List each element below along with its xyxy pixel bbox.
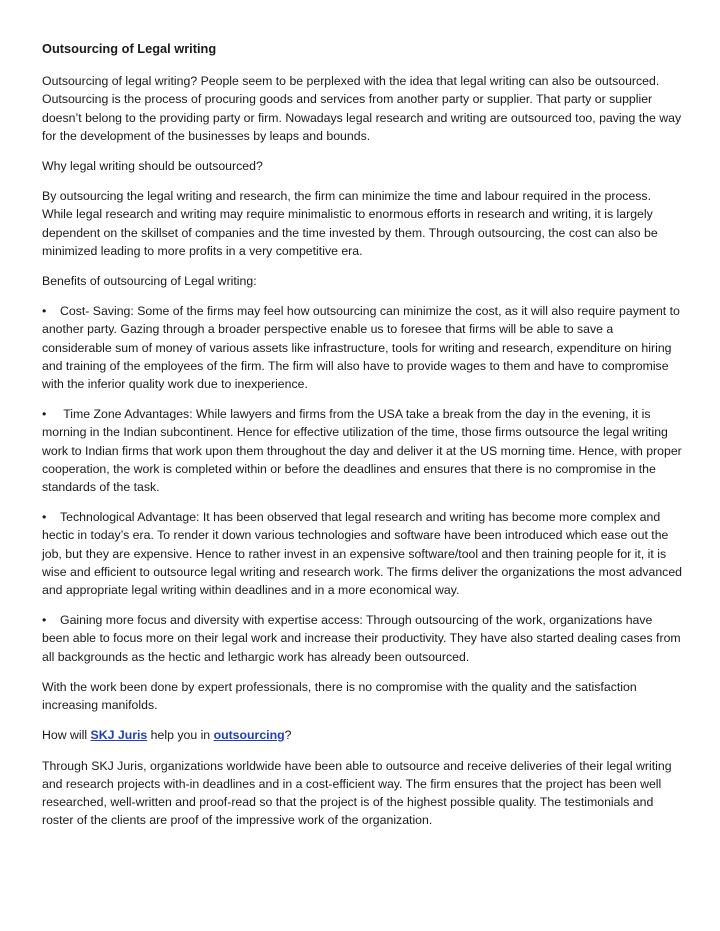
how-paragraph bbox=[42, 726, 682, 744]
benefit-text: Technological Advantage: It has been observed that legal research and writing has become more complex and hectic in today’s era. To render it down various technologies and software have been introduced which ease out the job, but they are expensive. Hence to rather invest in an expensive software/tool and then training people for it, it is wise and efficient to outsource legal writing and research work. The firms deliver the organizations the most advanced and appropriate legal writing within deadlines and in a more economical way. bbox=[42, 510, 683, 598]
conclusion-paragraph: With the work been done by expert professionals, there is no compromise with the quality and the satisfaction increasing manifolds. bbox=[42, 679, 637, 713]
bullet-icon: • bbox=[42, 613, 47, 628]
benefit-item-focus-diversity bbox=[42, 611, 682, 666]
benefit-text: Cost- Saving: Some of the firms may feel how outsourcing can minimize the cost, as it will also require payment to another party. Gazing through a broader perspective enable us to foresee that firms will be able to save a considerable sum of money of various assets like infrastructure, tools for writing and research, expenditure on hiring and training of the employees of the firm. The firm will also have to provide wages to them and have to compromise with the inferior quality work due to inexperience. bbox=[42, 304, 680, 392]
why-paragraph: By outsourcing the legal writing and research, the firm can minimize the time and labour required in the process. While legal research and writing may require minimalistic to enormous efforts in research and writing, it is largely dependent on the skillset of companies and the time invested by them. Through outsourcing, the cost can also be minimized leading to more profits in a very competitive era. bbox=[42, 189, 658, 258]
benefit-item-cost-saving bbox=[42, 302, 682, 393]
benefits-heading: Benefits of outsourcing of Legal writing: bbox=[42, 274, 257, 289]
document-page bbox=[42, 40, 682, 841]
closing-paragraph: Through SKJ Juris, organizations worldwide have been able to outsource and receive deliveries of their legal writing and research projects with-in deadlines and in a cost-efficient way. The firm ensures that the project has been well researched, well-written and proof-read so that the project is of the highest possible quality. The testimonials and roster of the clients are proof of the impressive work of the organization. bbox=[42, 758, 672, 828]
intro-paragraph: Outsourcing of legal writing? People seem to be perplexed with the idea that legal writing can also be outsourced. Outsourcing is the process of procuring goods and services from another party or supplier. That party or supplier doesn’t belong to the providing party or firm. Nowadays legal research and writing are outsourced too, paving the way for the development of the businesses by leaps and bounds. bbox=[42, 74, 682, 143]
how-middle: help you in bbox=[147, 728, 214, 743]
benefit-text: Time Zone Advantages: While lawyers and firms from the USA take a break from the day in the evening, it is morning in the Indian subcontinent. Hence for effective utilization of the time, those firms outsource the legal writing work to Indian firms that work upon them throughout the day and deliver it at the US morning time. Hence, with proper cooperation, the work is completed within or before the deadlines and ensures that there is no compromise in the standards of the task. bbox=[42, 407, 682, 495]
document-title: Outsourcing of Legal writing bbox=[42, 41, 217, 56]
bullet-icon: • bbox=[42, 407, 47, 422]
how-suffix: ? bbox=[284, 728, 292, 743]
benefit-text: Gaining more focus and diversity with expertise access: Through outsourcing of the work, organizations have been able to focus more on their legal work and increase their productivity. They have also started dealing cases from all backgrounds as the hectic and lethargic work has already been outsourced. bbox=[42, 613, 681, 664]
bullet-icon: • bbox=[42, 304, 47, 319]
how-prefix: How will bbox=[42, 728, 91, 743]
outsourcing-link[interactable]: outsourcing bbox=[213, 728, 285, 743]
benefit-item-technological bbox=[42, 508, 682, 599]
skj-juris-link[interactable]: SKJ Juris bbox=[90, 728, 148, 743]
bullet-icon: • bbox=[42, 510, 47, 525]
benefit-item-time-zone bbox=[42, 405, 682, 496]
why-heading: Why legal writing should be outsourced? bbox=[42, 159, 263, 174]
